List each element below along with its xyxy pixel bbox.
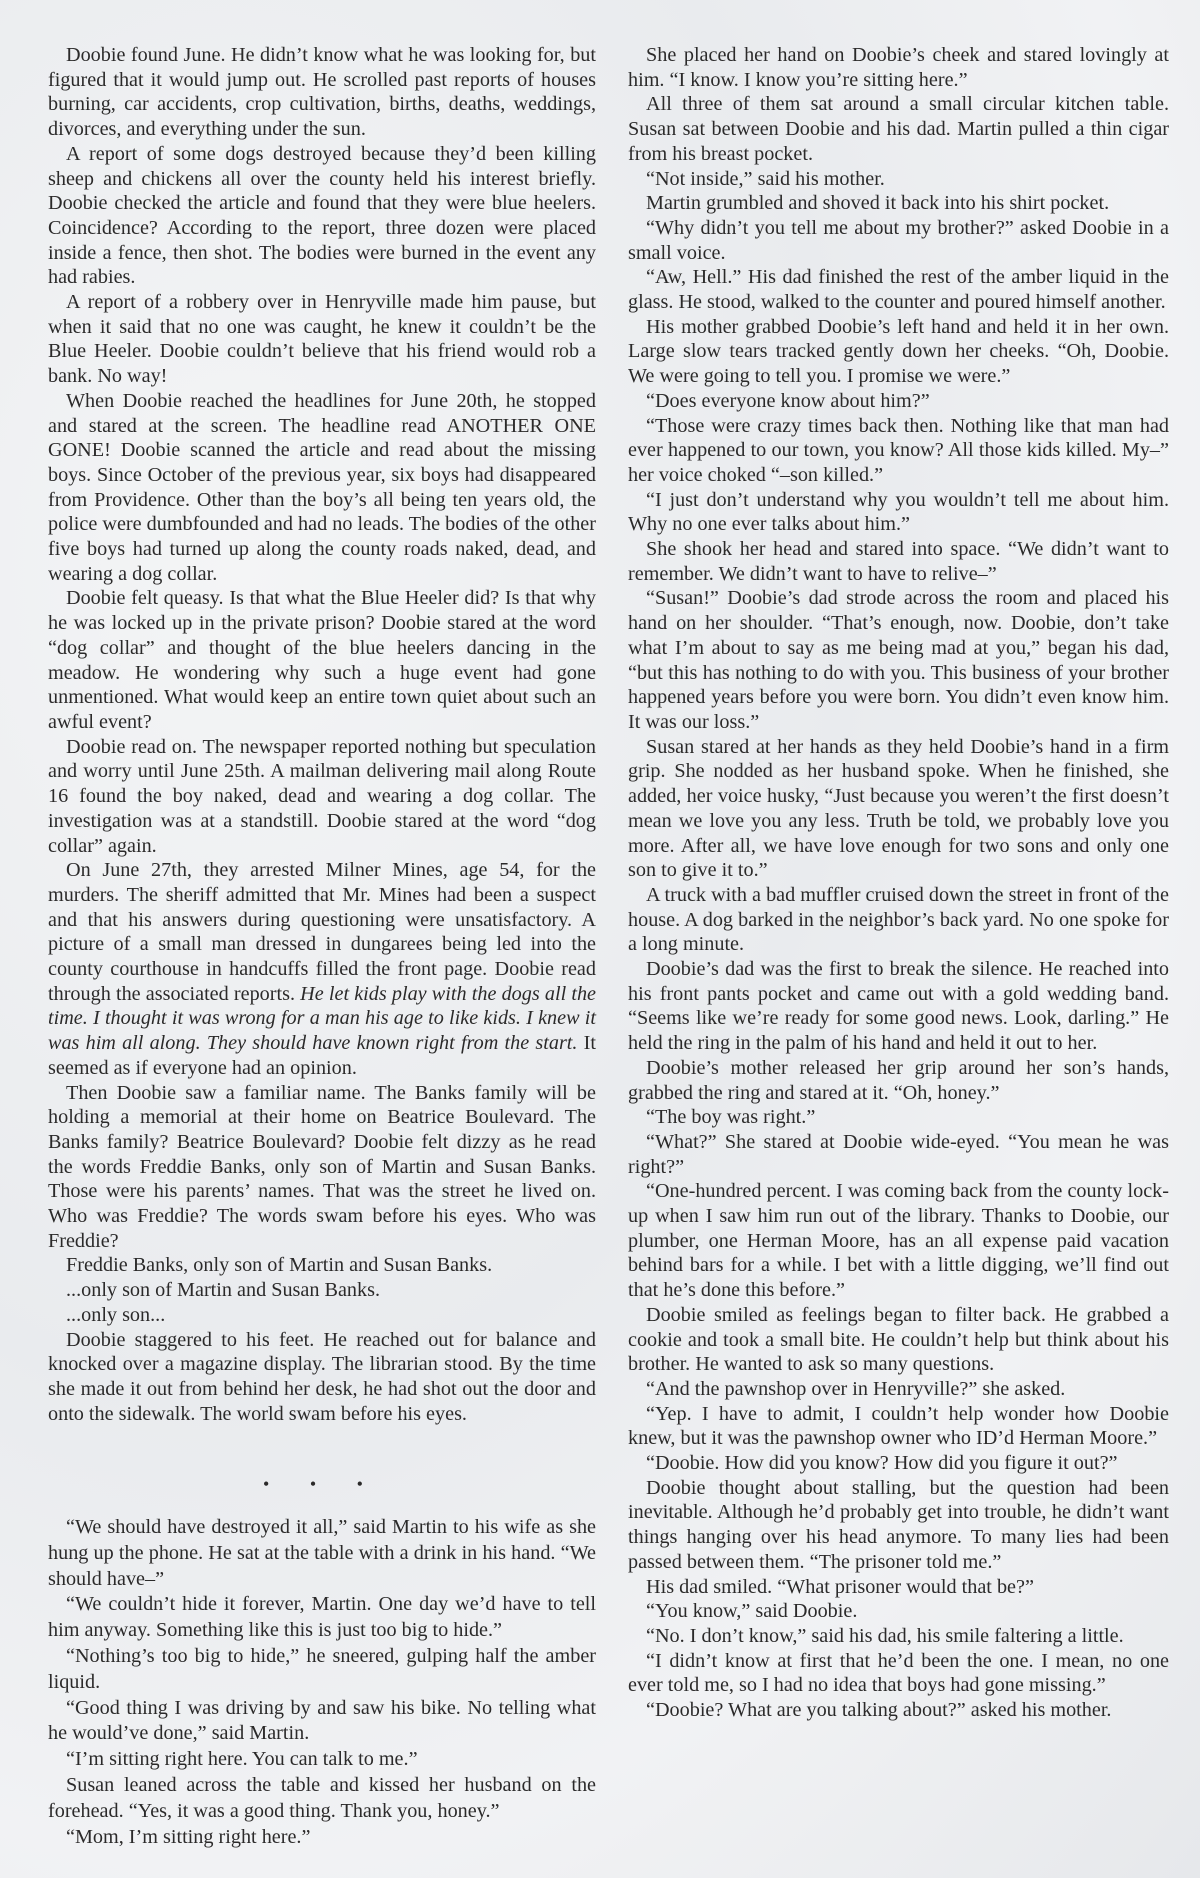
paragraph: “Those were crazy times back then. Nothing like that man had ever happened to our town, you know? All those kids killed. My–” her voice choked “–son killed.” — [628, 414, 1169, 486]
paragraph: Doobie’s mother released her grip around her son’s hands, grabbed the ring and stared at it. “Oh, honey.” — [628, 1056, 1169, 1104]
paragraph-text: It seemed as if everyone had an opinion. — [48, 1032, 596, 1079]
paragraph: “And the pawnshop over in Henryville?” she asked. — [646, 1377, 1066, 1400]
paragraph: Doobie found June. He didn’t know what he was looking for, but figured that it would jump out. He scrolled past reports of houses burning, car accidents, crop cultivation, births, deaths, weddings, divorces, and everything under the sun. — [48, 44, 596, 141]
paragraph: “I didn’t know at first that he’d been the one. I mean, no one ever told me, so I had no idea that boys had gone missing.” — [628, 1649, 1169, 1697]
paragraph: “No. I don’t know,” said his dad, his smile faltering a little. — [646, 1625, 1124, 1647]
paragraph: “Does everyone know about him?” — [646, 389, 930, 412]
paragraph: Doobie staggered to his feet. He reached out for balance and knocked over a magazine display. The librarian stood. By the time she made it out from behind her desk, he had shot out the door and onto the sidewalk. The world swam before his eyes. — [48, 1328, 596, 1425]
paragraph: Doobie felt queasy. Is that what the Blue Heeler did? Is that why he was locked up in the private prison? Doobie stared at the word “dog collar” and thought of the blue heelers dancing in the meadow. He wondering why such a huge event had gone unmentioned. What would keep an entire town quiet about such an awful event? — [48, 587, 596, 733]
paragraph: “Good thing I was driving by and saw his bike. No telling what he would’ve done,” said Martin. — [48, 1696, 596, 1745]
paragraph: His mother grabbed Doobie’s left hand and held it in her own. Large slow tears tracked gently down her cheeks. “Oh, Doobie. We were going to tell you. I promise we were.” — [628, 315, 1169, 388]
paragraph: “We couldn’t hide it forever, Martin. One day we’d have to tell him anyway. Something like this is just too big to hide.” — [48, 1593, 596, 1642]
paragraph: Freddie Banks, only son of Martin and Susan Banks. — [66, 1254, 493, 1277]
paragraph: ...only son of Martin and Susan Banks. — [66, 1279, 381, 1302]
paragraph: Susan leaned across the table and kissed her husband on the forehead. “Yes, it was a good thing. Thank you, honey.” — [48, 1773, 596, 1822]
paragraph: “We should have destroyed it all,” said Martin to his wife as she hung up the phone. He sat at the table with a drink in his hand. “We should have–” — [48, 1516, 596, 1590]
paragraph: “Mom, I’m sitting right here.” — [66, 1825, 311, 1848]
paragraph: She shook her head and stared into space. “We didn’t want to remember. We didn’t want to have to relive–” — [628, 538, 1169, 585]
paragraph: “Nothing’s too big to hide,” he sneered, gulping half the amber liquid. — [48, 1644, 596, 1693]
paragraph: His dad smiled. “What prisoner would that be?” — [646, 1575, 1034, 1598]
italic-quote-text: He let kids play with the dogs all the time. I thought it was wrong for a man his age to like kids. I knew it was him all along. They should have known right from the start. — [48, 982, 596, 1055]
paragraph-text: On June 27th, they arrested Milner Mines, age 54, for the murders. The sheriff admitted that Mr. Mines had been a suspect and that his answers during questioning were unsatisfactory. A picture of a small man dressed in dungarees being led into the county courthouse in handcuffs filled the front page. Doobie read through the associated reports. — [48, 859, 596, 1005]
paragraph: “The boy was right.” — [646, 1106, 816, 1129]
paragraph: “Susan!” Doobie’s dad strode across the room and placed his hand on her shoulder. “That’s enough, now. Doobie, don’t take what I’m about to say as me being mad at you,” began his dad, “but this has nothing to do with you. This business of your brother happened years before you were born. You didn’t even know him. It was our loss.” — [628, 587, 1169, 733]
paragraph: A report of a robbery over in Henryville made him pause, but when it said that no one was caught, he knew it couldn’t be the Blue Heeler. Doobie couldn’t believe that his friend would rob a bank. No way! — [48, 291, 596, 388]
paragraph: “Doobie? What are you talking about?” asked his mother. — [646, 1699, 1112, 1722]
paragraph: Susan stared at her hands as they held Doobie’s hand in a firm grip. She nodded as her husband spoke. When he finished, she added, her voice husky, “Just because you weren’t the first doesn’t mean we love you any less. Truth be told, we probably love you more. After all, we have love enough for two sons and only one son to give it to.” — [628, 735, 1169, 882]
paragraph: Martin grumbled and shoved it back into his shirt pocket. — [646, 192, 1110, 215]
paragraph: Doobie thought about stalling, but the question had been inevitable. Although he’d probably get into trouble, he didn’t want things hanging over his head anymore. To many lies had been passed between them. “The prisoner told me.” — [628, 1476, 1169, 1573]
paragraph: “You know,” said Doobie. — [646, 1600, 858, 1623]
section-break-separator: • • • — [263, 1474, 381, 1494]
paragraph: “One-hundred percent. I was coming back from the county lock-up when I saw him run out of the library. Thanks to Doobie, our plumber, one Herman Moore, has an all expense paid vacation behind bars for a while. I bet with a little digging, we’ll find out that he’s done this before.” — [628, 1180, 1169, 1302]
paragraph: “What?” She stared at Doobie wide-eyed. “You mean he was right?” — [628, 1130, 1169, 1178]
paragraph: A report of some dogs destroyed because they’d been killing sheep and chickens all over the county held his interest briefly. Doobie checked the article and found that they were blue heelers. Coincidence? According to the report, three dozen were placed inside a fence, then shot. The bodies were burned in the event any had rabies. — [48, 142, 596, 289]
paragraph: “Aw, Hell.” His dad finished the rest of the amber liquid in the glass. He stood, walked to the counter and poured himself another. — [628, 266, 1169, 314]
paragraph: A truck with a bad muffler cruised down the street in front of the house. A dog barked in the neighbor’s back yard. No one spoke for a long minute. — [628, 883, 1169, 956]
paragraph: ...only son... — [66, 1303, 166, 1326]
paragraph: Doobie’s dad was the first to break the silence. He reached into his front pants pocket and came out with a gold wedding band. “Seems like we’re ready for some good news. Look, darling.” He held the ring in the palm of his hand and held it out to her. — [628, 958, 1169, 1055]
paragraph: She placed her hand on Doobie’s cheek and stared lovingly at him. “I know. I know you’re sitting here.” — [628, 44, 1169, 91]
paragraph: “Yep. I have to admit, I couldn’t help wonder how Doobie knew, but it was the pawnshop owner who ID’d Herman Moore.” — [628, 1402, 1169, 1450]
paragraph: “Why didn’t you tell me about my brother?” asked Doobie in a small voice. — [628, 216, 1169, 264]
paragraph: “I’m sitting right here. You can talk to me.” — [66, 1748, 418, 1771]
left-column-section-1 — [48, 43, 596, 1426]
right-column — [628, 43, 1169, 1723]
paragraph: Doobie smiled as feelings began to filter back. He grabbed a cookie and took a small bite. He couldn’t help but think about his brother. He wanted to ask so many questions. — [628, 1303, 1169, 1376]
paragraph: “Not inside,” said his mother. — [646, 167, 885, 190]
paragraph: “Doobie. How did you know? How did you figure it out?” — [646, 1452, 1118, 1475]
paragraph: “I just don’t understand why you wouldn’t tell me about him. Why no one ever talks about him.” — [628, 488, 1169, 536]
paragraph: Doobie read on. The newspaper reported nothing but speculation and worry until June 25th. A mailman delivering mail along Route 16 found the boy naked, dead and wearing a dog collar. The investigation was at a standstill. Doobie stared at the word “dog collar” again. — [48, 735, 596, 857]
paragraph: Then Doobie saw a familiar name. The Banks family will be holding a memorial at their home on Beatrice Boulevard. The Banks family? Beatrice Boulevard? Doobie felt dizzy as he read the words Freddie Banks, only son of Martin and Susan Banks. Those were his parents’ names. That was the street he lived on. Who was Freddie? The words swam before his eyes. Who was Freddie? — [48, 1081, 596, 1252]
paragraph: When Doobie reached the headlines for June 20th, he stopped and stared at the screen. The headline read ANOTHER ONE GONE! Doobie scanned the article and read about the missing boys. Since October of the previous year, six boys had disappeared from Providence. Other than the boy’s all being ten years old, the police were dumbfounded and had no leads. The bodies of the other five boys had turned up along the county roads naked, dead, and wearing a dog collar. — [48, 389, 596, 585]
paragraph: All three of them sat around a small circular kitchen table. Susan sat between Doobie and his dad. Martin pulled a thin cigar from his breast pocket. — [628, 93, 1169, 165]
left-column-section-2 — [48, 1515, 596, 1850]
paragraph — [48, 858, 596, 1080]
